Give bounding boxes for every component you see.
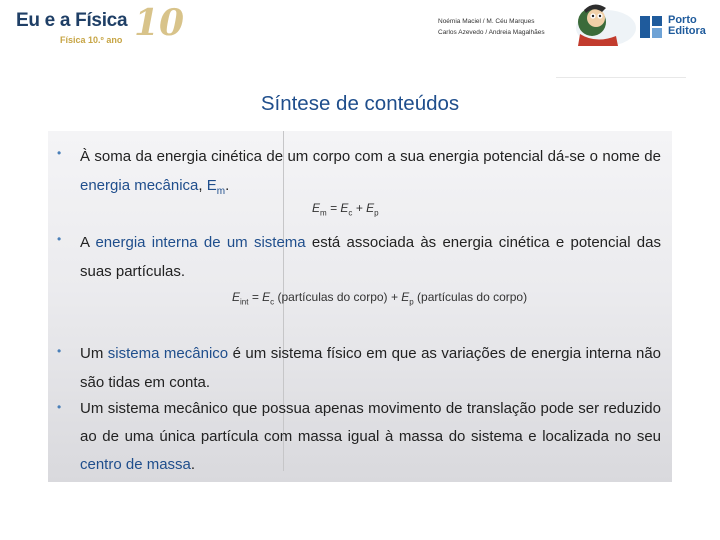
bullet-icon: • — [57, 344, 62, 358]
brand-subtitle: Física 10.º ano — [60, 35, 123, 45]
brand-logo — [16, 2, 185, 48]
term-energia-interna: energia interna de um sistema — [95, 234, 306, 251]
list-item: Um sistema mecânico é um sistema físico em que as variações de energia interna não são tidas em conta. — [80, 345, 662, 391]
bullet-icon: • — [57, 400, 62, 414]
mascot-illustration — [566, 0, 638, 48]
publisher-name: Porto Editora — [668, 14, 706, 37]
formula-internal-energy: $E_{int} = E_c$ (partículas do corpo) + $E_p$ (partículas do corpo) — [232, 290, 528, 307]
term-energia-mecanica: energia mecânica — [80, 177, 199, 194]
bullet-icon: • — [57, 232, 62, 246]
authors-line-2: Carlos Azevedo / Andreia Magalhães — [438, 29, 545, 36]
list-item: A energia interna de um sistema está associada às energia cinética e potencial das suas partículas. — [80, 234, 661, 280]
brand-title: Eu e a Física — [16, 10, 128, 31]
term-sistema-mecanico: sistema mecânico — [107, 345, 229, 362]
term-centro-de-massa: centro de massa — [80, 456, 191, 473]
authors — [438, 16, 545, 38]
publisher-logo — [640, 14, 716, 40]
authors-line-1: Noémia Maciel / M. Céu Marques — [438, 18, 535, 25]
brand-number: 10 — [134, 2, 185, 44]
publisher-mark-icon — [640, 16, 662, 38]
formula-mechanical-energy: $E_m = E_c + E_p$ — [312, 201, 379, 218]
header-divider — [556, 77, 686, 78]
list-item: Um sistema mecânico que possua apenas movimento de translação pode ser reduzido ao de uma única partícula com massa igual à massa do sistema e localizada no seu centro de massa. — [80, 400, 661, 473]
page-title: Síntese de conteúdos — [260, 92, 460, 115]
bullet-icon: • — [57, 146, 62, 160]
list-item: À soma da energia cinética de um corpo com a sua energia potencial dá-se o nome de energia mecânica, $E_m$. — [80, 148, 661, 197]
